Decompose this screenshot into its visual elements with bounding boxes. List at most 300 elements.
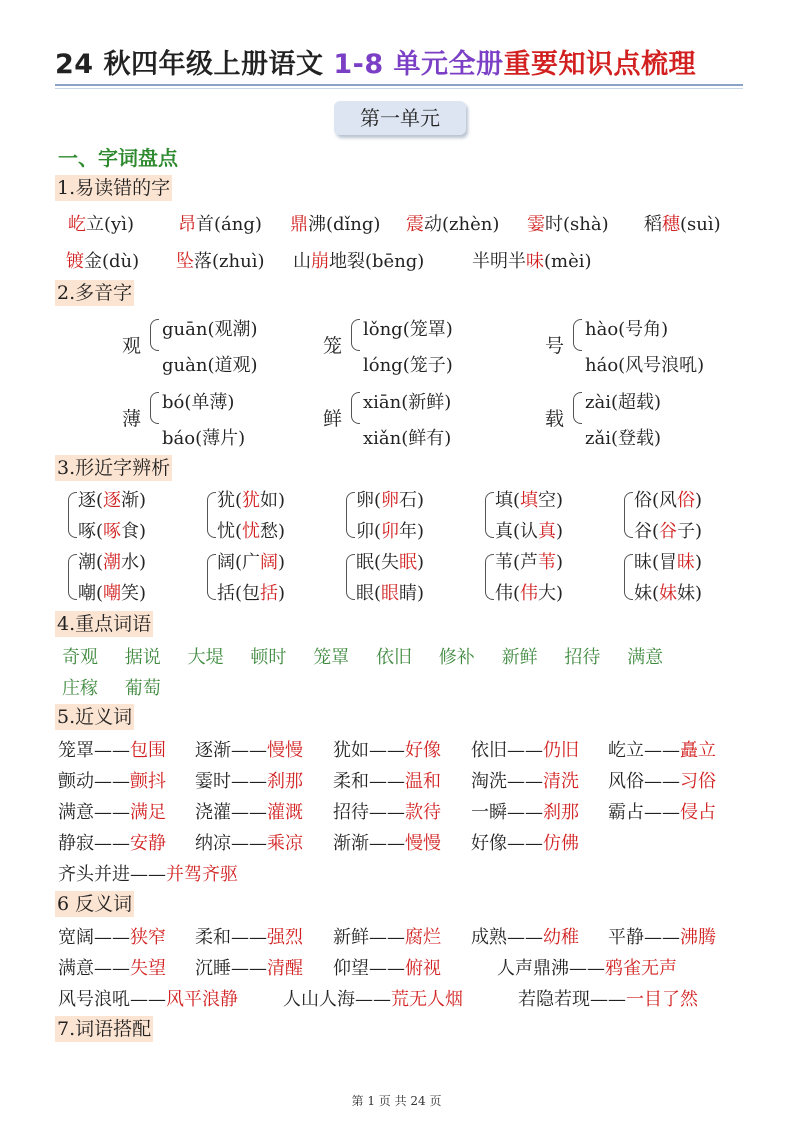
similar-highlight: 妹 bbox=[659, 583, 678, 604]
misread-item bbox=[644, 210, 721, 236]
pair-word: 霎时 bbox=[195, 771, 231, 792]
misread-item bbox=[290, 210, 380, 236]
similar-item bbox=[356, 548, 424, 574]
pair-match: 沸腾 bbox=[680, 927, 716, 948]
pair-dash: —— bbox=[507, 927, 543, 948]
similar-pre: ( bbox=[96, 583, 104, 604]
similar-post: 愁) bbox=[260, 521, 286, 542]
pair-match: 幼稚 bbox=[543, 927, 579, 948]
similar-char: 括 bbox=[217, 583, 235, 604]
word-pair bbox=[195, 954, 303, 980]
polyphonic-reading-1: bó(单薄) bbox=[162, 392, 235, 413]
similar-item bbox=[356, 579, 424, 605]
similar-item bbox=[634, 579, 702, 605]
label-similar-chars: 3.形近字辨析 bbox=[57, 457, 171, 479]
pair-word: 纳凉 bbox=[195, 833, 231, 854]
similar-highlight: 眼 bbox=[381, 583, 400, 604]
pair-match: 风平浪静 bbox=[166, 989, 238, 1010]
similar-post: 食) bbox=[121, 521, 147, 542]
pair-match: 乘凉 bbox=[267, 833, 303, 854]
similar-char: 嘲 bbox=[78, 583, 96, 604]
brace-icon bbox=[68, 492, 77, 538]
brace-icon bbox=[351, 319, 360, 351]
misread-rest: 时(shà) bbox=[545, 214, 609, 235]
pair-word: 屹立 bbox=[608, 740, 644, 761]
similar-item bbox=[217, 548, 285, 574]
similar-highlight: 苇 bbox=[538, 552, 557, 573]
pair-dash: —— bbox=[507, 833, 543, 854]
pair-dash: —— bbox=[644, 927, 680, 948]
pair-dash: —— bbox=[569, 958, 605, 979]
pair-match: 侵占 bbox=[680, 802, 716, 823]
misread-rest: 沸(dǐng) bbox=[308, 214, 381, 235]
brace-icon bbox=[485, 554, 494, 600]
pair-match: 仍旧 bbox=[543, 740, 579, 761]
similar-item bbox=[495, 517, 563, 543]
word-pair bbox=[333, 829, 441, 855]
pair-match: 灌溉 bbox=[267, 802, 303, 823]
brace-icon bbox=[624, 492, 633, 538]
pair-word: 逐渐 bbox=[195, 740, 231, 761]
similar-post: 渐) bbox=[121, 490, 147, 511]
similar-post: 笑) bbox=[121, 583, 147, 604]
brace-icon bbox=[485, 492, 494, 538]
similar-highlight: 括 bbox=[260, 583, 279, 604]
similar-highlight: 谷 bbox=[659, 521, 678, 542]
similar-highlight: 真 bbox=[538, 521, 557, 542]
similar-pre: ( bbox=[374, 490, 382, 511]
polyphonic-reading-1: hào(号角) bbox=[585, 319, 669, 340]
similar-pre: ( bbox=[96, 521, 104, 542]
misread-item bbox=[68, 210, 134, 236]
similar-item bbox=[495, 548, 563, 574]
pair-word: 招待 bbox=[333, 802, 369, 823]
similar-item bbox=[217, 579, 285, 605]
unit-badge: 第一单元 bbox=[334, 101, 466, 135]
similar-item bbox=[634, 486, 702, 512]
pair-dash: —— bbox=[231, 958, 267, 979]
word-pair bbox=[58, 767, 166, 793]
similar-pre: ( bbox=[652, 583, 660, 604]
title-underline-light bbox=[55, 88, 743, 89]
similar-item bbox=[217, 517, 285, 543]
pair-word: 满意 bbox=[58, 958, 94, 979]
pair-dash: —— bbox=[94, 927, 130, 948]
misread-rest: (mèi) bbox=[544, 251, 592, 272]
pair-word: 淘洗 bbox=[471, 771, 507, 792]
word-pair bbox=[333, 923, 441, 949]
polyphonic-char: 鲜 bbox=[323, 408, 343, 430]
word-pair bbox=[471, 767, 579, 793]
misread-rest: 落(zhuì) bbox=[194, 251, 265, 272]
pair-dash: —— bbox=[369, 740, 405, 761]
similar-item bbox=[634, 548, 702, 574]
misread-item bbox=[176, 247, 264, 273]
pair-match: 刹那 bbox=[267, 771, 303, 792]
similar-char: 苇 bbox=[495, 552, 513, 573]
pair-dash: —— bbox=[507, 740, 543, 761]
similar-highlight: 潮 bbox=[103, 552, 122, 573]
word-pair bbox=[471, 923, 579, 949]
word-pair bbox=[608, 798, 716, 824]
word-pair bbox=[195, 923, 303, 949]
pair-dash: —— bbox=[369, 802, 405, 823]
pair-word: 新鲜 bbox=[333, 927, 369, 948]
similar-pre: (认 bbox=[513, 521, 539, 542]
pair-dash: —— bbox=[590, 989, 626, 1010]
misread-item bbox=[406, 210, 499, 236]
word-pair bbox=[195, 736, 303, 762]
similar-char: 忧 bbox=[217, 521, 235, 542]
page-title bbox=[55, 42, 696, 81]
similar-post: ) bbox=[278, 583, 286, 604]
title-part3: 重要知识点梳理 bbox=[503, 49, 697, 80]
pair-dash: —— bbox=[130, 864, 166, 885]
similar-highlight: 昧 bbox=[677, 552, 696, 573]
key-word: 笼罩 bbox=[313, 647, 350, 668]
pair-match: 清洗 bbox=[543, 771, 579, 792]
word-pair bbox=[195, 829, 303, 855]
similar-highlight: 卯 bbox=[381, 521, 400, 542]
brace-icon bbox=[346, 492, 355, 538]
key-word: 满意 bbox=[627, 647, 664, 668]
brace-icon bbox=[68, 554, 77, 600]
pair-match: 满足 bbox=[130, 802, 166, 823]
pair-word: 颤动 bbox=[58, 771, 94, 792]
similar-char: 犹 bbox=[217, 490, 235, 511]
misread-char: 屹 bbox=[68, 214, 86, 235]
similar-item bbox=[78, 579, 146, 605]
polyphonic-reading-1: zài(超载) bbox=[585, 392, 662, 413]
pair-match: 俯视 bbox=[405, 958, 441, 979]
polyphonic-reading-1: lǒng(笼罩) bbox=[363, 319, 453, 340]
word-pair bbox=[608, 767, 716, 793]
similar-pre: (风 bbox=[652, 490, 678, 511]
pair-word: 人声鼎沸 bbox=[497, 958, 569, 979]
misread-rest: 金(dù) bbox=[84, 251, 140, 272]
word-pair bbox=[333, 736, 441, 762]
polyphonic-char: 载 bbox=[545, 408, 565, 430]
pair-match: 仿佛 bbox=[543, 833, 579, 854]
similar-item bbox=[634, 517, 702, 543]
similar-highlight: 逐 bbox=[103, 490, 122, 511]
similar-post: ) bbox=[695, 490, 703, 511]
pair-word: 犹如 bbox=[333, 740, 369, 761]
similar-highlight: 伟 bbox=[520, 583, 539, 604]
pair-word: 若隐若现 bbox=[518, 989, 590, 1010]
similar-highlight: 啄 bbox=[103, 521, 122, 542]
pair-match: 腐烂 bbox=[405, 927, 441, 948]
key-word: 据说 bbox=[124, 647, 161, 668]
pair-word: 渐渐 bbox=[333, 833, 369, 854]
word-pair bbox=[497, 954, 677, 980]
word-pair bbox=[608, 923, 716, 949]
pair-dash: —— bbox=[231, 740, 267, 761]
pair-word: 齐头并进 bbox=[58, 864, 130, 885]
word-pair bbox=[58, 923, 166, 949]
similar-item bbox=[495, 486, 563, 512]
polyphonic-reading-2: xiǎn(鲜有) bbox=[363, 428, 452, 449]
misread-prefix: 山 bbox=[293, 251, 311, 272]
pair-match: 失望 bbox=[130, 958, 166, 979]
similar-highlight: 忧 bbox=[242, 521, 261, 542]
pair-dash: —— bbox=[231, 771, 267, 792]
similar-char: 谷 bbox=[634, 521, 652, 542]
similar-item bbox=[78, 486, 146, 512]
similar-pre: (芦 bbox=[513, 552, 539, 573]
brace-icon bbox=[150, 392, 159, 424]
pair-dash: —— bbox=[355, 989, 391, 1010]
misread-item bbox=[178, 210, 262, 236]
pair-dash: —— bbox=[644, 802, 680, 823]
polyphonic-char: 笼 bbox=[323, 335, 343, 357]
misread-char: 镀 bbox=[66, 251, 84, 272]
similar-pre: (失 bbox=[374, 552, 400, 573]
polyphonic-char: 观 bbox=[122, 335, 142, 357]
pair-dash: —— bbox=[369, 927, 405, 948]
similar-item bbox=[356, 517, 424, 543]
similar-pre: ( bbox=[96, 490, 104, 511]
similar-pre: ( bbox=[374, 583, 382, 604]
misread-item bbox=[293, 247, 424, 273]
misread-rest: 首(áng) bbox=[196, 214, 262, 235]
pair-match: 狭窄 bbox=[130, 927, 166, 948]
misread-char: 霎 bbox=[527, 214, 545, 235]
key-word: 大堤 bbox=[187, 647, 224, 668]
word-pair bbox=[471, 736, 579, 762]
misread-char: 味 bbox=[526, 251, 544, 272]
polyphonic-char: 薄 bbox=[122, 408, 142, 430]
word-pair bbox=[58, 798, 166, 824]
similar-item bbox=[356, 486, 424, 512]
word-pair bbox=[195, 798, 303, 824]
similar-pre: (广 bbox=[235, 552, 261, 573]
brace-icon bbox=[346, 554, 355, 600]
brace-icon bbox=[624, 554, 633, 600]
pair-match: 并驾齐驱 bbox=[166, 864, 238, 885]
similar-char: 潮 bbox=[78, 552, 96, 573]
similar-pre: ( bbox=[513, 583, 521, 604]
polyphonic-reading-1: xiān(新鲜) bbox=[363, 392, 452, 413]
similar-highlight: 眠 bbox=[399, 552, 418, 573]
similar-pre: (冒 bbox=[652, 552, 678, 573]
key-word: 庄稼 bbox=[62, 678, 98, 699]
similar-post: 空) bbox=[538, 490, 564, 511]
pair-dash: —— bbox=[507, 771, 543, 792]
pair-dash: —— bbox=[94, 833, 130, 854]
pair-dash: —— bbox=[94, 771, 130, 792]
similar-post: 水) bbox=[121, 552, 147, 573]
similar-char: 逐 bbox=[78, 490, 96, 511]
pair-match: 慢慢 bbox=[267, 740, 303, 761]
pair-word: 柔和 bbox=[333, 771, 369, 792]
pair-match: 温和 bbox=[405, 771, 441, 792]
brace-icon bbox=[207, 554, 216, 600]
section-heading: 一、字词盘点 bbox=[58, 146, 178, 170]
pair-word: 一瞬 bbox=[471, 802, 507, 823]
polyphonic-reading-2: báo(薄片) bbox=[162, 428, 246, 449]
polyphonic-reading-2: háo(风号浪吼) bbox=[585, 355, 705, 376]
similar-highlight: 阔 bbox=[260, 552, 279, 573]
misread-char: 昂 bbox=[178, 214, 196, 235]
brace-icon bbox=[573, 319, 582, 351]
similar-post: 大) bbox=[538, 583, 564, 604]
similar-char: 伟 bbox=[495, 583, 513, 604]
similar-post: 妹) bbox=[677, 583, 703, 604]
pair-match: 荒无人烟 bbox=[391, 989, 463, 1010]
pair-dash: —— bbox=[94, 958, 130, 979]
similar-post: 睛) bbox=[399, 583, 425, 604]
word-pair bbox=[471, 798, 579, 824]
word-pair bbox=[518, 985, 698, 1011]
misread-item bbox=[66, 247, 139, 273]
pair-dash: —— bbox=[507, 802, 543, 823]
similar-char: 昧 bbox=[634, 552, 652, 573]
pair-word: 风号浪吼 bbox=[58, 989, 130, 1010]
similar-item bbox=[78, 517, 146, 543]
page-footer: 第 1 页 共 24 页 bbox=[351, 1094, 442, 1108]
pair-word: 平静 bbox=[608, 927, 644, 948]
similar-post: ) bbox=[556, 521, 564, 542]
pair-word: 柔和 bbox=[195, 927, 231, 948]
word-pair bbox=[283, 985, 463, 1011]
pair-word: 静寂 bbox=[58, 833, 94, 854]
misread-item bbox=[527, 210, 609, 236]
key-word: 奇观 bbox=[62, 647, 98, 668]
similar-pre: ( bbox=[652, 521, 660, 542]
pair-match: 好像 bbox=[405, 740, 441, 761]
brace-icon bbox=[351, 392, 360, 424]
pair-match: 款待 bbox=[405, 802, 441, 823]
pair-dash: —— bbox=[644, 740, 680, 761]
pair-word: 好像 bbox=[471, 833, 507, 854]
similar-item bbox=[495, 579, 563, 605]
similar-char: 妹 bbox=[634, 583, 652, 604]
word-pair bbox=[58, 985, 238, 1011]
similar-pre: ( bbox=[513, 490, 521, 511]
brace-icon bbox=[573, 392, 582, 424]
similar-pre: (包 bbox=[235, 583, 261, 604]
polyphonic-reading-2: guàn(道观) bbox=[162, 355, 258, 376]
misread-rest: 动(zhèn) bbox=[424, 214, 500, 235]
label-antonyms: 6 反义词 bbox=[57, 893, 133, 915]
misread-item bbox=[472, 247, 592, 273]
pair-match: 颤抖 bbox=[130, 771, 166, 792]
misread-char: 穗 bbox=[662, 214, 680, 235]
pair-dash: —— bbox=[369, 833, 405, 854]
pair-word: 霸占 bbox=[608, 802, 644, 823]
word-pair bbox=[608, 736, 716, 762]
similar-highlight: 俗 bbox=[677, 490, 696, 511]
brace-icon bbox=[150, 319, 159, 351]
pair-match: 强烈 bbox=[267, 927, 303, 948]
similar-char: 俗 bbox=[634, 490, 652, 511]
similar-post: 子) bbox=[677, 521, 703, 542]
pair-dash: —— bbox=[94, 740, 130, 761]
misread-rest: 立(yì) bbox=[86, 214, 134, 235]
similar-char: 眼 bbox=[356, 583, 374, 604]
pair-dash: —— bbox=[644, 771, 680, 792]
polyphonic-char: 号 bbox=[545, 335, 565, 357]
pair-word: 仰望 bbox=[333, 958, 369, 979]
similar-item bbox=[217, 486, 285, 512]
pair-dash: —— bbox=[231, 802, 267, 823]
pair-match: 一目了然 bbox=[626, 989, 698, 1010]
similar-char: 卯 bbox=[356, 521, 374, 542]
label-polyphonic: 2.多音字 bbox=[57, 282, 133, 304]
similar-post: 如) bbox=[260, 490, 286, 511]
similar-post: ) bbox=[278, 552, 286, 573]
brace-icon bbox=[207, 492, 216, 538]
similar-highlight: 填 bbox=[520, 490, 539, 511]
label-key-words: 4.重点词语 bbox=[57, 613, 152, 635]
word-pair bbox=[333, 767, 441, 793]
misread-rest: 地裂(bēng) bbox=[329, 251, 425, 272]
pair-match: 安静 bbox=[130, 833, 166, 854]
similar-post: ) bbox=[417, 552, 425, 573]
similar-highlight: 卵 bbox=[381, 490, 400, 511]
word-pair bbox=[58, 954, 166, 980]
title-underline bbox=[55, 84, 743, 86]
key-word: 依旧 bbox=[376, 647, 412, 668]
key-word: 葡萄 bbox=[124, 678, 161, 699]
pair-dash: —— bbox=[130, 989, 166, 1010]
pair-dash: —— bbox=[369, 771, 405, 792]
pair-word: 满意 bbox=[58, 802, 94, 823]
similar-post: 年) bbox=[399, 521, 425, 542]
pair-match: 矗立 bbox=[680, 740, 716, 761]
pair-match: 鸦雀无声 bbox=[605, 958, 677, 979]
key-word: 新鲜 bbox=[501, 647, 538, 668]
pair-word: 风俗 bbox=[608, 771, 644, 792]
similar-highlight: 嘲 bbox=[103, 583, 122, 604]
key-word: 顿时 bbox=[250, 647, 287, 668]
similar-char: 眠 bbox=[356, 552, 374, 573]
misread-char: 鼎 bbox=[290, 214, 308, 235]
word-pair bbox=[333, 954, 441, 980]
misread-prefix: 稻 bbox=[644, 214, 662, 235]
word-pair bbox=[195, 767, 303, 793]
similar-post: ) bbox=[556, 552, 564, 573]
pair-dash: —— bbox=[369, 958, 405, 979]
polyphonic-reading-2: zǎi(登载) bbox=[585, 428, 662, 449]
label-collocation: 7.词语搭配 bbox=[57, 1018, 152, 1040]
title-part2: 1-8 单元全册 bbox=[333, 49, 504, 80]
similar-pre: ( bbox=[235, 521, 243, 542]
pair-dash: —— bbox=[231, 927, 267, 948]
similar-pre: ( bbox=[235, 490, 243, 511]
pair-match: 刹那 bbox=[543, 802, 579, 823]
misread-prefix: 半明半 bbox=[472, 251, 526, 272]
misread-rest: (suì) bbox=[680, 214, 721, 235]
label-synonyms: 5.近义词 bbox=[57, 706, 133, 728]
key-word: 招待 bbox=[564, 647, 601, 668]
similar-pre: ( bbox=[374, 521, 382, 542]
title-part1: 24 秋四年级上册语文 bbox=[55, 49, 334, 80]
pair-word: 成熟 bbox=[471, 927, 507, 948]
similar-post: ) bbox=[695, 552, 703, 573]
pair-match: 包围 bbox=[130, 740, 166, 761]
pair-match: 清醒 bbox=[267, 958, 303, 979]
pair-word: 沉睡 bbox=[195, 958, 231, 979]
word-pair bbox=[471, 829, 579, 855]
similar-char: 阔 bbox=[217, 552, 235, 573]
similar-post: 石) bbox=[399, 490, 425, 511]
similar-char: 啄 bbox=[78, 521, 96, 542]
pair-match: 习俗 bbox=[680, 771, 716, 792]
pair-dash: —— bbox=[94, 802, 130, 823]
label-easy-misread: 1.易读错的字 bbox=[57, 177, 171, 199]
